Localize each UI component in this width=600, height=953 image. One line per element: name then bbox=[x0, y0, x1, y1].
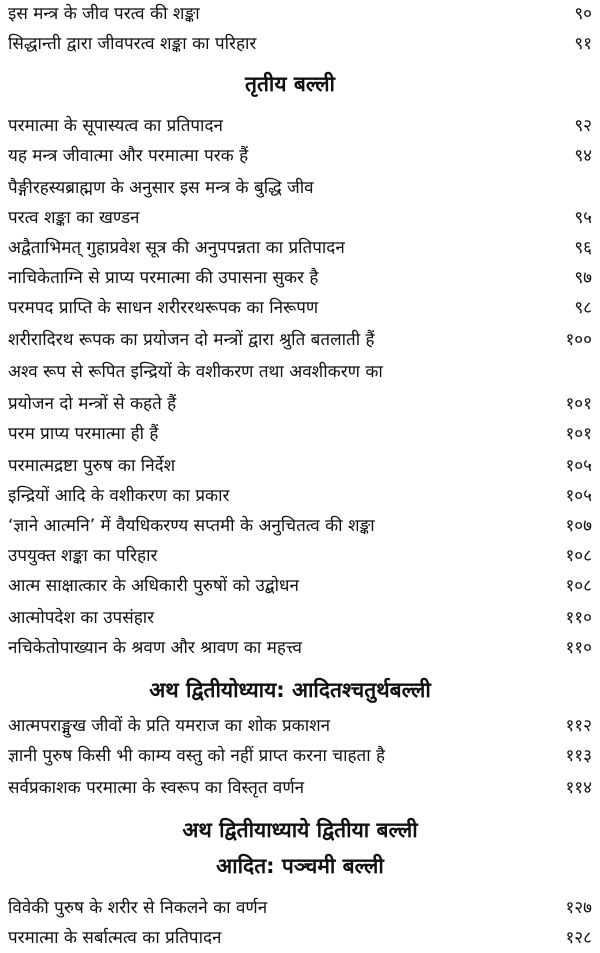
entry-title: परमात्मा के सर्बात्मत्व का प्रतिपादन bbox=[8, 928, 222, 948]
entry-title: सर्वप्रकाशक परमात्मा के स्वरूप का विस्तृत वर्णन bbox=[8, 778, 305, 798]
toc-entry bbox=[8, 893, 592, 923]
entry-title: यह मन्त्र जीवात्मा और परमात्मा परक हैं bbox=[8, 146, 249, 166]
toc-entry bbox=[8, 357, 592, 387]
entry-page: १२८ bbox=[565, 928, 592, 948]
entry-title: अद्वैताभिमत् गुहाप्रवेश सूत्र की अनुपपन्नता का प्रतिपादन bbox=[8, 238, 345, 258]
toc-entry bbox=[8, 541, 592, 571]
section-subheading: आदित: पञ्चमी बल्ली bbox=[216, 854, 384, 878]
toc-entry bbox=[8, 511, 592, 541]
entry-title: परत्व शङ्का का खण्डन bbox=[8, 208, 140, 228]
toc-entry bbox=[8, 603, 592, 633]
section-heading: अथ द्वितीयोध्याय: आदितश्चतुर्थबल्ली bbox=[149, 678, 431, 702]
entry-title: परमात्मा के सूपास्यत्व का प्रतिपादन bbox=[8, 116, 223, 136]
entry-title: परमात्मद्रष्टा पुरुष का निर्देश bbox=[8, 456, 176, 476]
toc-entry bbox=[8, 0, 592, 29]
entry-page: ९५ bbox=[574, 208, 592, 228]
section-heading: अथ द्वितीयाध्याये द्वितीया बल्ली bbox=[182, 818, 418, 842]
toc-entry bbox=[8, 633, 592, 663]
entry-title: ज्ञानी पुरुष किसी भी काम्य वस्तु को नहीं प्राप्त करना चाहता है bbox=[8, 746, 386, 766]
toc-entry bbox=[8, 711, 592, 741]
entry-page: ११३ bbox=[565, 746, 592, 766]
entry-title: अश्व रूप से रूपित इन्द्रियों के वशीकरण तथा अवशीकरण का bbox=[8, 362, 383, 382]
toc-entry bbox=[8, 741, 592, 771]
entry-page: १२७ bbox=[565, 898, 592, 918]
toc-entry bbox=[8, 263, 592, 293]
section-heading: तृतीय बल्ली bbox=[244, 72, 335, 96]
entry-page: ११० bbox=[565, 608, 592, 628]
entry-title: आत्मपराङ्मुख जीवों के प्रति यमराज का शोक प्रकाशन bbox=[8, 716, 331, 736]
entry-page: ११० bbox=[565, 638, 592, 658]
entry-title: उपयुक्त शङ्का का परिहार bbox=[8, 546, 158, 566]
entry-title: आत्मोपदेश का उपसंहार bbox=[8, 608, 155, 628]
toc-entry bbox=[8, 173, 592, 203]
entry-title: इन्द्रियों आदि के वशीकरण का प्रकार bbox=[8, 486, 230, 506]
entry-page: ९८ bbox=[574, 298, 592, 318]
toc-entry bbox=[8, 203, 592, 233]
toc-entry bbox=[8, 29, 592, 59]
toc-entry bbox=[8, 451, 592, 481]
entry-page: १०१ bbox=[565, 394, 592, 414]
toc-entry bbox=[8, 233, 592, 263]
entry-title: ‘ज्ञाने आत्मनि’ में वैयधिकरण्य सप्तमी के अनुचितत्व की शङ्का bbox=[8, 516, 375, 536]
entry-title: परमपद प्राप्ति के साधन शरीररथरूपक का निरूपण bbox=[8, 298, 319, 318]
entry-page: ९० bbox=[574, 4, 592, 24]
entry-title: आत्म साक्षात्कार के अधिकारी पुरुषों को उद्बोधन bbox=[8, 576, 299, 596]
entry-page: १०१ bbox=[565, 424, 592, 444]
entry-page: ११४ bbox=[565, 778, 592, 798]
entry-page: १०० bbox=[565, 330, 592, 350]
entry-page: ९२ bbox=[574, 116, 592, 136]
entry-title: पैङ्गीरहस्यब्राह्मण के अनुसार इस मन्त्र के बुद्धि जीव bbox=[8, 178, 314, 198]
toc-entry bbox=[8, 773, 592, 803]
toc-entry bbox=[8, 389, 592, 419]
entry-title: परम प्राप्य परमात्मा ही हैं bbox=[8, 424, 159, 444]
toc-entry bbox=[8, 571, 592, 601]
toc-entry bbox=[8, 141, 592, 171]
entry-page: ९६ bbox=[574, 238, 592, 258]
entry-title: नचिकेतोपाख्यान के श्रवण और श्रावण का महत्त्व bbox=[8, 638, 302, 658]
toc-entry bbox=[8, 419, 592, 449]
entry-title: इस मन्त्र के जीव परत्व की शङ्का bbox=[8, 4, 200, 24]
entry-title: सिद्धान्ती द्वारा जीवपरत्व शङ्का का परिहार bbox=[8, 34, 257, 54]
entry-page: १०५ bbox=[565, 456, 592, 476]
entry-title: प्रयोजन दो मन्त्रों से कहते हैं bbox=[8, 394, 177, 414]
entry-page: ९१ bbox=[574, 34, 592, 54]
entry-page: ९७ bbox=[574, 268, 592, 288]
toc-entry bbox=[8, 481, 592, 511]
entry-page: ९४ bbox=[574, 146, 592, 166]
entry-page: ११२ bbox=[565, 716, 592, 736]
entry-title: विवेकी पुरुष के शरीर से निकलने का वर्णन bbox=[8, 898, 268, 918]
entry-title: नाचिकेताग्नि से प्राप्य परमात्मा की उपासना सुकर है bbox=[8, 268, 319, 288]
toc-entry bbox=[8, 923, 592, 953]
toc-entry bbox=[8, 325, 592, 355]
entry-page: १०५ bbox=[565, 486, 592, 506]
toc-entry bbox=[8, 111, 592, 141]
toc-entry bbox=[8, 293, 592, 323]
entry-page: १०७ bbox=[565, 516, 592, 536]
entry-title: शरीरादिरथ रूपक का प्रयोजन दो मन्त्रों द्वारा श्रुति बतलाती हैं bbox=[8, 330, 375, 350]
entry-page: १०८ bbox=[565, 576, 592, 596]
entry-page: १०८ bbox=[565, 546, 592, 566]
